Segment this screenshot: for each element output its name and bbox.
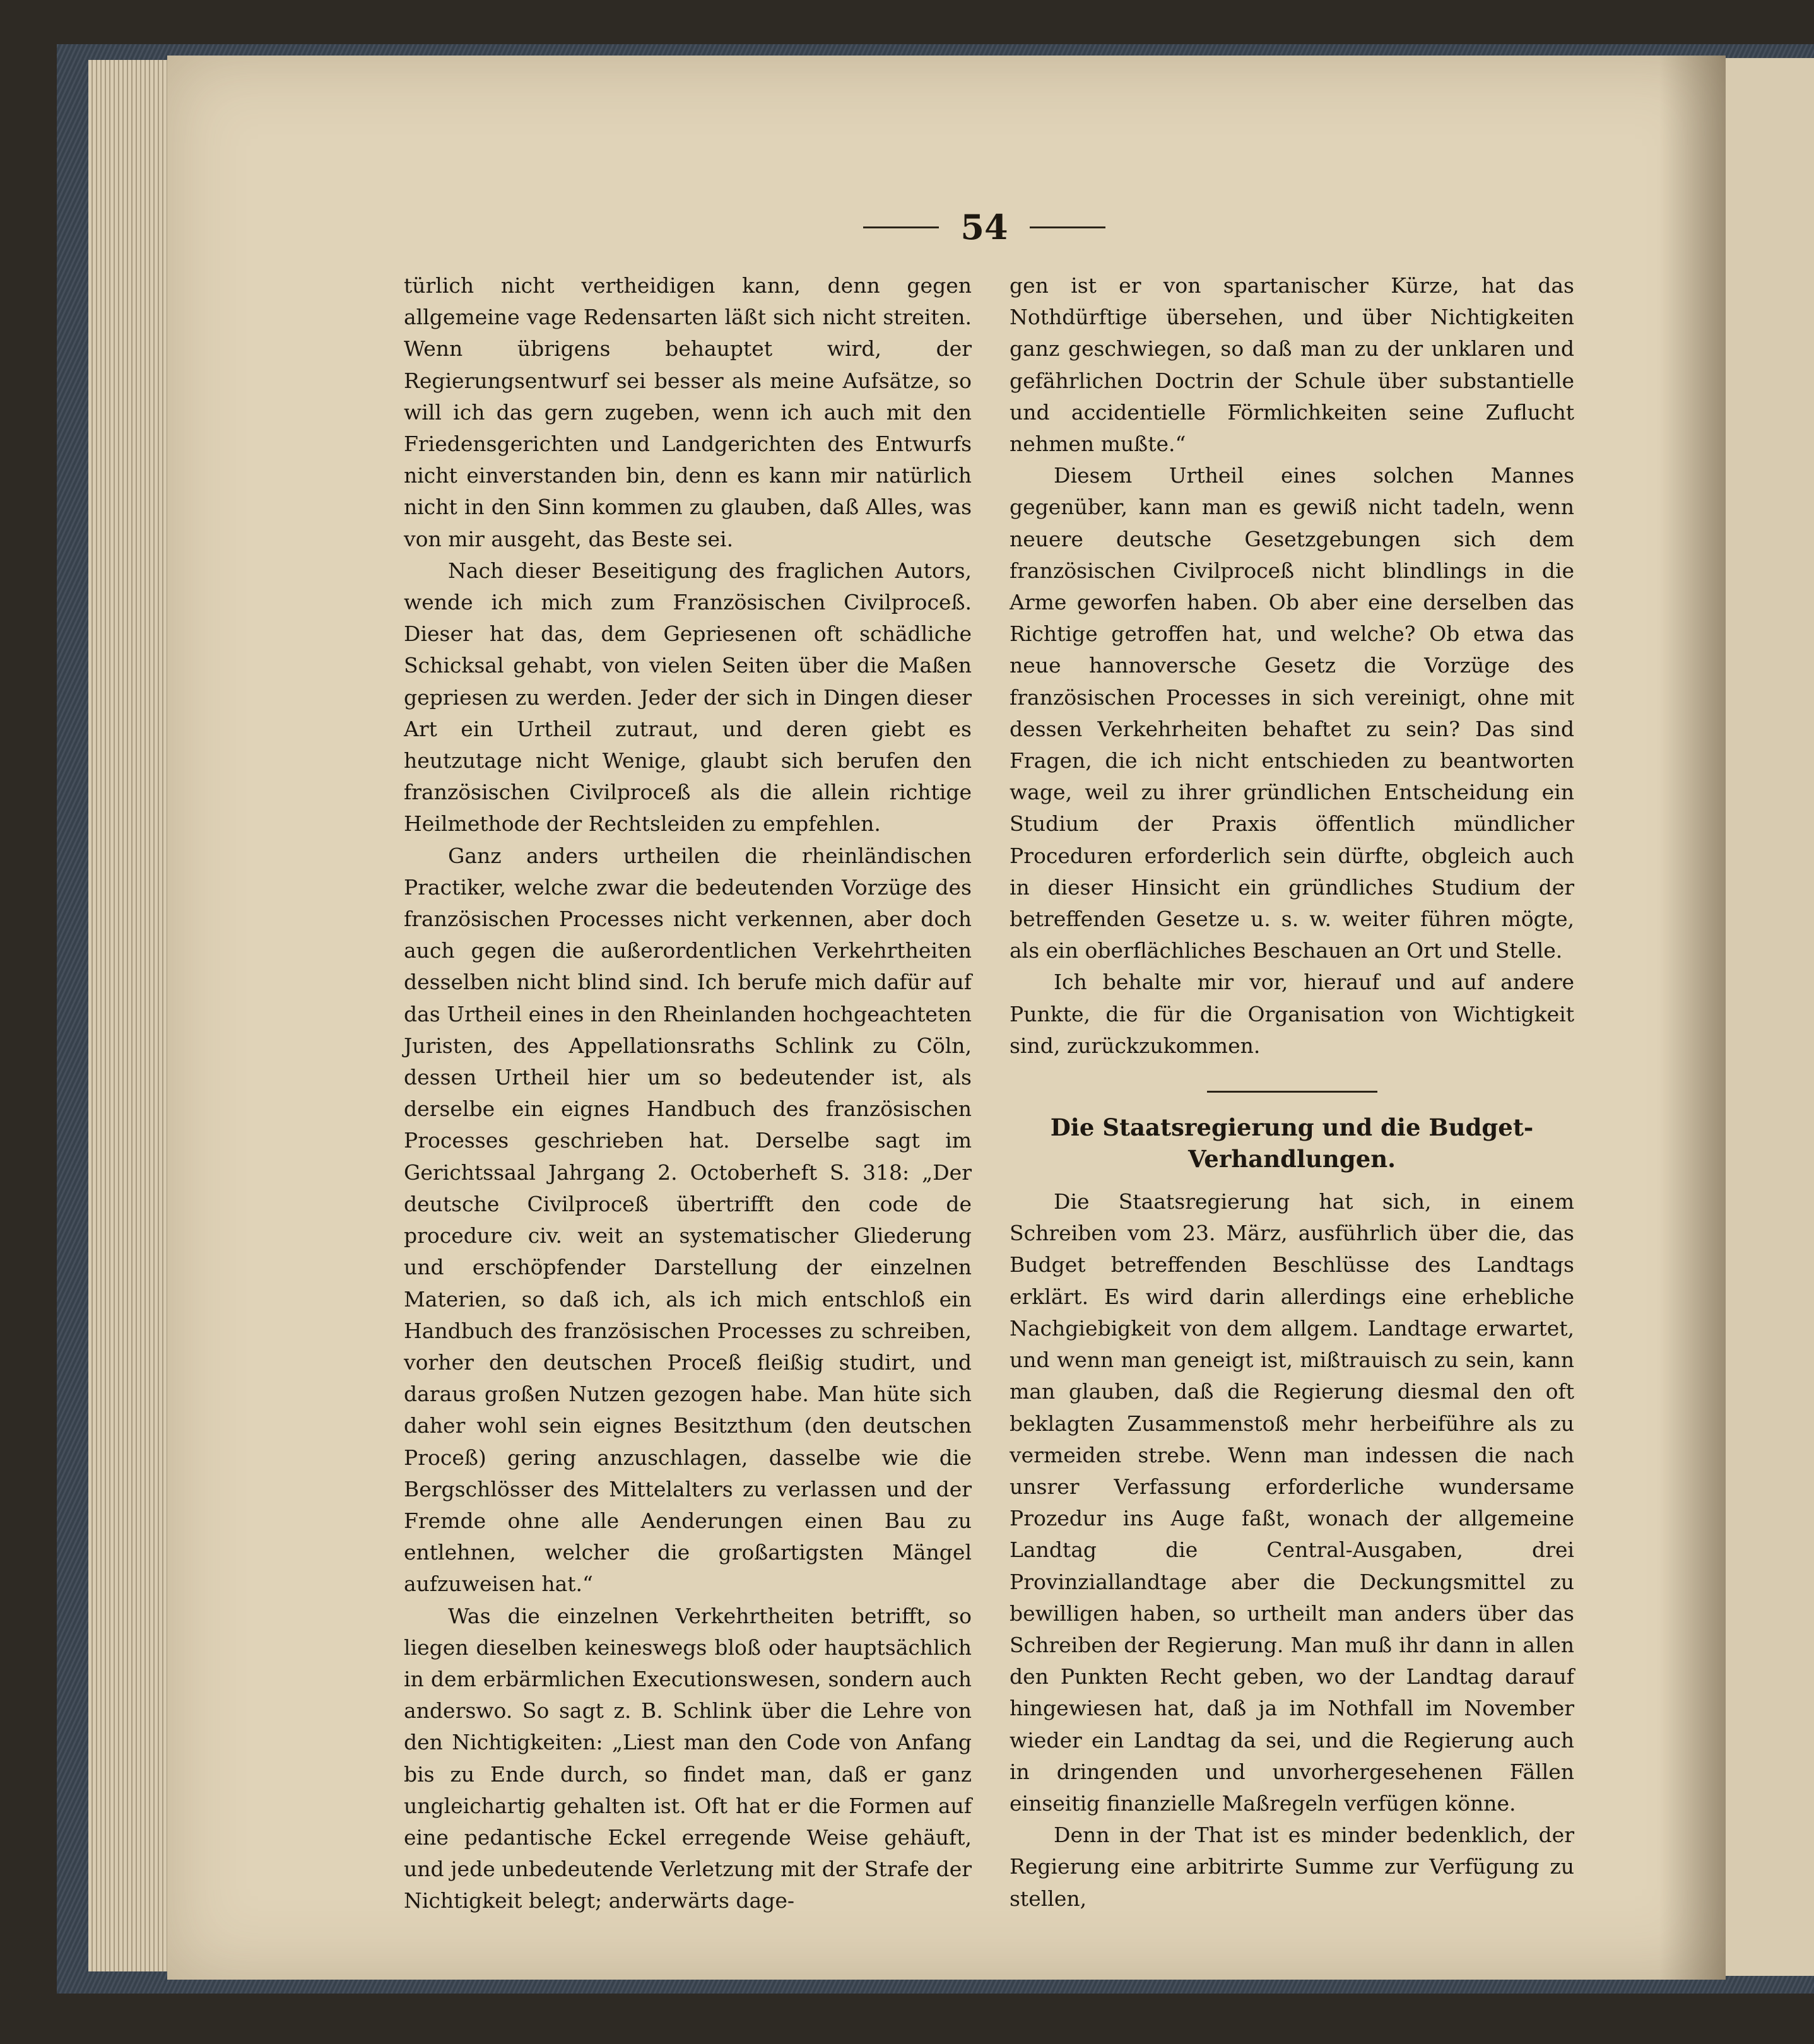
page-number: 54: [960, 207, 1008, 247]
header-rule-right: [1030, 226, 1105, 228]
paragraph: Was die einzelnen Verkehrtheiten betrifft, so liegen dieselben keineswegs bloß oder hauptsächlich in dem erbärmlichen Executionswesen, sondern auch anderswo. So sagt z. B. Schlink über die Lehre von den Nichtigkeiten: „Liest man den Code von Anfang bis zu Ende durch, so findet man, daß er ganz ungleichartig gehalten ist. Oft hat er die Formen auf eine pedantische Eckel erregende Weise gehäuft, und jede unbedeutende Verletzung mit der Strafe der Nichtigkeit belegt; anderwärts dage-: [404, 1603, 972, 1913]
paragraph: Nach dieser Beseitigung des fraglichen Autors, wende ich mich zum Französischen Civilproceß. Dieser hat das, dem Gepriesenen oft schädliche Schicksal gehabt, von vielen Seiten über die Maßen gepriesen zu werden. Jeder der sich in Dingen dieser Art ein Urtheil zutraut, und deren giebt es heutzutage nicht Wenige, glaubt sich berufen den französischen Civilproceß als die allein richtige Heilmethode der Rechtsleiden zu empfehlen.: [404, 558, 972, 837]
page-edges: [88, 60, 177, 1971]
paragraph: gen ist er von spartanischer Kürze, hat das Nothdürftige übersehen, und über Nichtigkeiten ganz geschwiegen, so daß man zu der unklaren und gefährlichen Doctrin der Schule über substantielle und accidentielle Förmlichkeiten seine Zuflucht nehmen mußte.“: [1010, 273, 1574, 457]
paragraph: Ich behalte mir vor, hierauf und auf andere Punkte, die für die Organisation von Wichtigkeit sind, zurückzukommen.: [1010, 970, 1574, 1058]
facing-page-edge: [1726, 58, 1814, 1976]
header-rule-left: [863, 226, 939, 228]
paragraph: Die Staatsregierung hat sich, in einem Schreiben vom 23. März, ausführlich über die, das Budget betreffenden Beschlüsse des Landtags erklärt. Es wird darin allerdings eine erhebliche Nachgiebigkeit von dem allgem. Landtage erwartet, und wenn man geneigt ist, mißtrauisch zu sein, kann man glauben, daß die Regierung diesmal den oft beklagten Zusammenstoß mehr herbeiführe als zu vermeiden strebe. Wenn man indessen die nach unsrer Verfassung erforderliche wundersame Prozedur ins Auge faßt, wonach der allgemeine Landtag die Central-Ausgaben, drei Provinziallandtage aber die Deckungsmittel zu bewilligen haben, so urtheilt man anders über das Schreiben der Regierung. Man muß ihr dann in allen den Punkten Recht geben, wo der Landtag darauf hingewiesen hat, daß ja im Nothfall im November wieder ein Landtag da sei, und die Regierung auch in dringenden und unvorhergesehenen Fällen einseitig finanzielle Maßregeln verfügen könne.: [1010, 1189, 1574, 1816]
left-column: [404, 270, 972, 1917]
paragraph: Diesem Urtheil eines solchen Mannes gegenüber, kann man es gewiß nicht tadeln, wenn neuere deutsche Gesetzgebungen sich dem französischen Civilproceß nicht blindlings in die Arme geworfen haben. Ob aber eine derselben das Richtige getroffen hat, und welche? Ob etwa das neue hannoversche Gesetz die Vorzüge des französischen Processes in sich vereinigt, ohne mit dessen Verkehrheiten behaftet zu sein? Das sind Fragen, die ich nicht entschieden zu beantworten wage, weil zu ihrer gründlichen Entscheidung ein Studium der Praxis öffentlich mündlicher Proceduren erforderlich sein dürfte, obgleich auch in dieser Hinsicht ein gründliches Studium der betreffenden Gesetze u. s. w. weiter führen mögte, als ein oberflächliches Beschauen an Ort und Stelle.: [1010, 463, 1574, 963]
section-heading: Die Staatsregierung und die Budget-Verhandlungen.: [1050, 1113, 1534, 1173]
page-header: [839, 202, 1129, 252]
paragraph: Ganz anders urtheilen die rheinländischen Practiker, welche zwar die bedeutenden Vorzüge des französischen Processes nicht verkennen, aber doch auch gegen die außerordentlichen Verkehrtheiten desselben nicht blind sind. Ich berufe mich dafür auf das Urtheil eines in den Rheinlanden hochgeachteten Juristen, des Appellationsraths Schlink zu Cöln, dessen Urtheil hier um so bedeutender ist, als derselbe ein eignes Handbuch des französischen Processes geschrieben hat. Derselbe sagt im Gerichtssaal Jahrgang 2. Octoberheft S. 318: „Der deutsche Civilproceß übertrifft den code de procedure civ. weit an systematischer Gliederung und erschöpfender Darstellung der einzelnen Materien, so daß ich, als ich mich entschloß ein Handbuch des französischen Processes zu schreiben, vorher den deutschen Proceß fleißig studirt, und daraus großen Nutzen gezogen habe. Man hüte sich daher wohl sein eignes Besitzthum (den deutschen Proceß) gering anzuschlagen, dasselbe wie die Bergschlösser des Mittelalters zu verlassen und der Fremde ohne alle Aenderungen einen Bau zu entlehnen, welcher die großartigsten Mängel aufzuweisen hat.“: [404, 843, 972, 1597]
gutter-shadow: [1659, 56, 1726, 1980]
right-column: [1010, 270, 1574, 1915]
paragraph: Denn in der That ist es minder bedenklich, der Regierung eine arbitrirte Summe zur Verfügung zu stellen,: [1010, 1823, 1574, 1911]
section-divider: [1207, 1091, 1377, 1093]
paragraph: türlich nicht vertheidigen kann, denn gegen allgemeine vage Redensarten läßt sich nicht streiten. Wenn übrigens behauptet wird, der Regierungsentwurf sei besser als meine Aufsätze, so will ich das gern zugeben, wenn ich auch mit den Friedensgerichten und Landgerichten des Entwurfs nicht einverstanden bin, denn es kann mir natürlich nicht in den Sinn kommen zu glauben, daß Alles, was von mir ausgeht, das Beste sei.: [404, 273, 972, 551]
